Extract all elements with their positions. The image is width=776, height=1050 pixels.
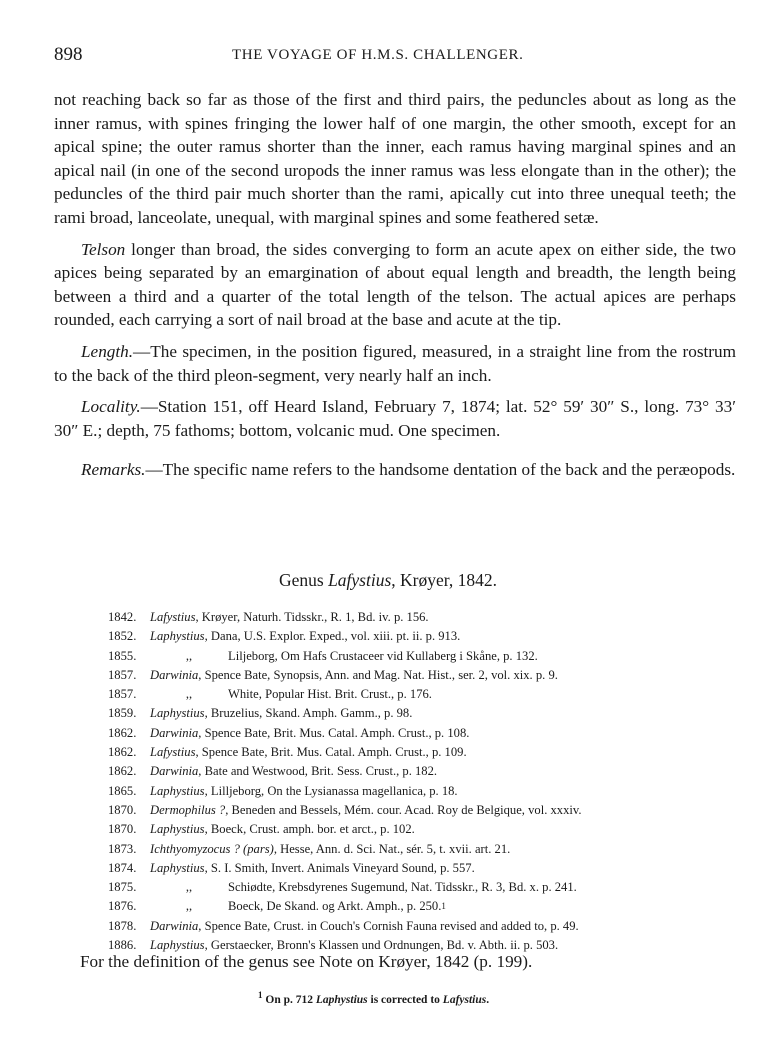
synonymy-entry [108, 724, 728, 743]
synonymy-year: 1876. [108, 899, 137, 914]
synonymy-citation: , Beneden and Bessels, Mém. cour. Acad. Roy de Belgique, vol. xxxiv. [225, 802, 582, 817]
running-title: THE VOYAGE OF H.M.S. CHALLENGER. [232, 47, 524, 63]
synonymy-genus: Laphystius [150, 706, 205, 721]
synonymy-entry [108, 762, 728, 781]
synonymy-citation: , Spence Bate, Brit. Mus. Catal. Amph. Crust., p. 108. [198, 725, 470, 740]
synonymy-citation: , Boeck, Crust. amph. bor. et arct., p. 102. [204, 822, 415, 837]
footnote-ref: 1 [441, 901, 446, 912]
synonymy-genus: Ichthyomyzocus ? (pars) [150, 841, 274, 856]
footnote-text-end: . [486, 993, 490, 1006]
synonymy-entry [108, 897, 728, 916]
synonymy-citation: , Dana, U.S. Explor. Exped., vol. xiii. pt. ii. p. 913. [204, 629, 461, 644]
synonymy-list [108, 608, 728, 955]
synonymy-year: 1873. [108, 841, 137, 856]
page-header [54, 44, 730, 68]
synonymy-citation: , Krøyer, Naturh. Tidsskr., R. 1, Bd. iv. p. 156. [195, 610, 429, 624]
synonymy-entry [108, 878, 728, 897]
synonymy-entry [108, 685, 728, 704]
synonymy-year: 1857. [108, 667, 137, 682]
synonymy-year: 1862. [108, 764, 137, 779]
footnote-text: On p. 712 [262, 993, 316, 1006]
synonymy-genus: Darwinia [150, 918, 199, 933]
synonymy-entry [108, 782, 728, 801]
synonymy-citation: , Spence Bate, Brit. Mus. Catal. Amph. Crust., p. 109. [195, 745, 467, 760]
locality-heading: Locality. [81, 397, 141, 417]
paragraph-remarks [54, 458, 736, 482]
synonymy-year: 1862. [108, 745, 137, 760]
footnote-marker: 1 [258, 990, 263, 1000]
length-text: —The specimen, in the position figured, measured, in a straight line from the rostrum to the back of the third pleon-segment, very nearly half an inch. [54, 341, 736, 385]
genus-heading [0, 570, 776, 591]
ditto-mark: ,, [185, 648, 193, 663]
synonymy-genus: Lafystius [150, 610, 196, 624]
synonymy-citation: , Bate and Westwood, Brit. Sess. Crust., p. 182. [198, 764, 438, 779]
synonymy-citation: , S. I. Smith, Invert. Animals Vineyard Sound, p. 557. [204, 860, 475, 875]
page-number: 898 [54, 44, 83, 65]
synonymy-entry [108, 608, 728, 627]
synonymy-entry [108, 917, 728, 936]
synonymy-entry [108, 859, 728, 878]
synonymy-genus: Laphystius [150, 938, 205, 953]
synonymy-year: 1874. [108, 860, 137, 875]
synonymy-entry [108, 627, 728, 646]
synonymy-entry [108, 820, 728, 839]
genus-suffix: , Krøyer, 1842. [391, 570, 498, 590]
synonymy-year: 1875. [108, 880, 137, 895]
synonymy-genus: Laphystius [150, 822, 205, 837]
synonymy-citation: , Spence Bate, Crust. in Couch's Cornish Fauna revised and added to, p. 49. [198, 918, 579, 933]
body-text [54, 88, 736, 490]
footnote-name-wrong: Laphystius [315, 993, 368, 1006]
locality-text: —Station 151, off Heard Island, February 7, 1874; lat. 52° 59′ 30″ S., long. 73° 33′ 30″ E.; depth, 75 fathoms; bottom, volcanic mud. One specimen. [54, 397, 736, 440]
synonymy-entry [108, 840, 728, 859]
synonymy-genus: Darwinia [150, 764, 199, 779]
synonymy-entry [108, 666, 728, 685]
paragraph-telson [54, 238, 736, 332]
synonymy-entry [108, 743, 728, 762]
synonymy-citation: , Bruzelius, Skand. Amph. Gamm., p. 98. [204, 706, 413, 721]
synonymy-citation: Schiødte, Krebsdyrenes Sugemund, Nat. Tidsskr., R. 3, Bd. x. p. 241. [228, 880, 577, 895]
synonymy-year: 1870. [108, 822, 137, 837]
synonymy-genus: Darwinia [150, 725, 199, 740]
genus-definition-note: For the definition of the genus see Note on Krøyer, 1842 (p. 199). [80, 952, 533, 971]
genus-prefix: Genus [278, 570, 329, 590]
footnote [258, 990, 489, 1006]
telson-text: longer than broad, the sides converging to form an acute apex on either side, the two apices being separated by an emargination of about equal length and breadth, the length being between a third and a quarter of the total length of the telson. The actual apices are perhaps rounded, each carrying a sort of nail broad at the base and acute at the tip. [54, 239, 736, 330]
synonymy-entry [108, 647, 728, 666]
genus-name: Lafystius [328, 570, 392, 590]
synonymy-year: 1842. [108, 610, 137, 624]
synonymy-year: 1862. [108, 725, 137, 740]
footnote-name-right: Lafystius [442, 993, 487, 1006]
synonymy-genus: Darwinia [150, 667, 199, 682]
synonymy-year: 1870. [108, 802, 137, 817]
synonymy-year: 1865. [108, 783, 137, 798]
synonymy-genus: Laphystius [150, 783, 205, 798]
paragraph-length [54, 340, 736, 387]
remarks-heading: Remarks. [81, 460, 146, 480]
ditto-mark: ,, [185, 899, 193, 914]
ditto-mark: ,, [185, 880, 193, 895]
synonymy-citation: , Lilljeborg, On the Lysianassa magellanica, p. 18. [204, 783, 458, 798]
footnote-text-mid: is corrected to [367, 993, 443, 1006]
synonymy-year: 1886. [108, 938, 137, 953]
paragraph-uropods: not reaching back so far as those of the first and third pairs, the peduncles about as long as the inner ramus, with spines fringing the lower half of one margin, the other smooth, except for an apical spine; the outer ramus shorter than the inner, each ramus having marginal spines and an apical nail (in one of the second uropods the inner ramus was less elongate than in the other); the peduncles of the third pair much shorter than the rami, apically cut into three unequal teeth; the rami broad, lanceolate, unequal, with marginal spines and some feathered setæ. [54, 90, 736, 227]
synonymy-year: 1855. [108, 648, 137, 663]
synonymy-genus: Laphystius [150, 629, 205, 644]
synonymy-genus: Lafystius [150, 745, 196, 760]
synonymy-citation: , Spence Bate, Synopsis, Ann. and Mag. Nat. Hist., ser. 2, vol. xix. p. 9. [198, 667, 558, 682]
synonymy-year: 1859. [108, 706, 137, 721]
telson-heading: Telson [81, 239, 126, 259]
synonymy-genus: Laphystius [150, 860, 205, 875]
synonymy-citation: , Gerstaecker, Bronn's Klassen und Ordnungen, Bd. v. Abth. ii. p. 503. [204, 938, 559, 953]
synonymy-genus: Dermophilus ? [150, 802, 226, 817]
synonymy-year: 1878. [108, 918, 137, 933]
synonymy-year: 1857. [108, 687, 137, 702]
synonymy-entry [108, 704, 728, 723]
ditto-mark: ,, [185, 687, 193, 702]
synonymy-citation: , Hesse, Ann. d. Sci. Nat., sér. 5, t. xvii. art. 21. [273, 841, 511, 856]
synonymy-citation: Liljeborg, Om Hafs Crustaceer vid Kullaberg i Skåne, p. 132. [228, 648, 538, 663]
synonymy-year: 1852. [108, 629, 137, 644]
synonymy-citation: White, Popular Hist. Brit. Crust., p. 176. [228, 687, 432, 702]
remarks-text: —The specific name refers to the handsome dentation of the back and the peræopods. [145, 460, 736, 480]
length-heading: Length. [81, 341, 134, 361]
synonymy-citation: Boeck, De Skand. og Arkt. Amph., p. 250. [228, 899, 442, 914]
synonymy-entry [108, 801, 728, 820]
paragraph-locality [54, 395, 736, 442]
